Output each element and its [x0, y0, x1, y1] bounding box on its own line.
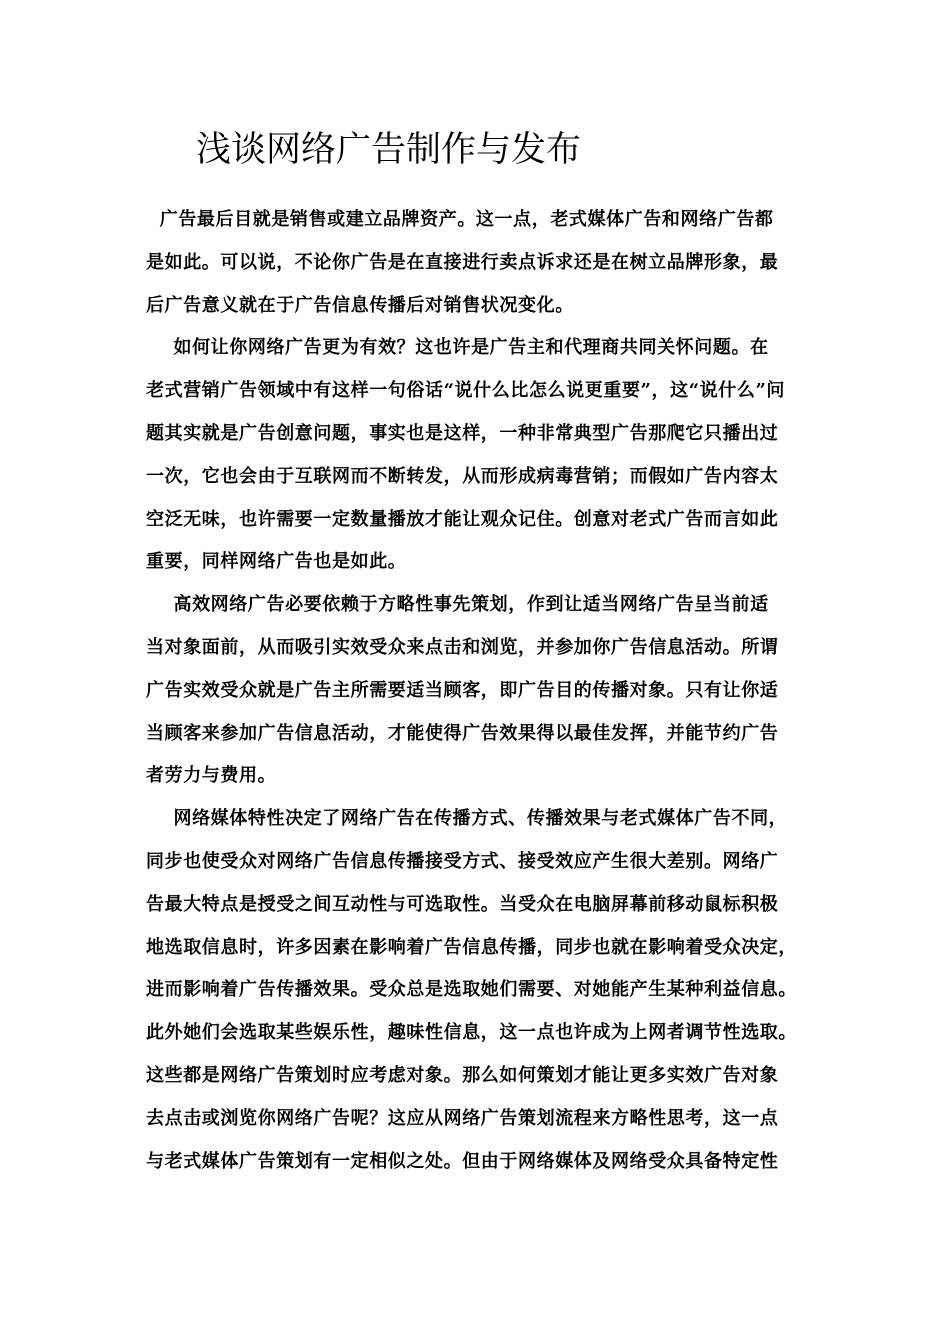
body-line: 告最大特点是授受之间互动性与可选取性。当受众在电脑屏幕前移动鼠标积极	[146, 894, 779, 915]
body-line: 这些都是网络广告策划时应考虑对象。那么如何策划才能让更多实效广告对象	[146, 1065, 779, 1086]
body-line: 网络媒体特性决定了网络广告在传播方式、传播效果与老式媒体广告不同，	[146, 808, 788, 829]
body-line: 广告实效受众就是广告主所需要适当顾客，即广告目的传播对象。只有让你适	[146, 680, 779, 701]
body-line: 去点击或浏览你网络广告呢？这应从网络广告策划流程来方略性思考，这一点	[146, 1108, 779, 1129]
body-line: 当对象面前，从而吸引实效受众来点击和浏览，并参加你广告信息活动。所谓	[146, 637, 779, 658]
body-line: 如何让你网络广告更为有效？这也许是广告主和代理商共同关怀问题。在	[146, 337, 769, 358]
body-line: 后广告意义就在于广告信息传播后对销售状况变化。	[146, 295, 574, 316]
body-line: 同步也使受众对网络广告信息传播接受方式、接受效应产生很大差别。网络广	[146, 851, 779, 872]
body-line: 题其实就是广告创意问题，事实也是这样，一种非常典型广告那爬它只播出过	[146, 423, 779, 444]
body-line: 老式营销广告领域中有这样一句俗话“说什么比怎么说更重要”，这“说什么”问	[146, 380, 786, 401]
body-line: 空泛无味，也许需要一定数量播放才能让观众记住。创意对老式广告而言如此	[146, 509, 779, 530]
body-line: 地选取信息时，许多因素在影响着广告信息传播，同步也就在影响着受众决定，	[146, 937, 797, 958]
body-line: 者劳力与费用。	[146, 765, 277, 786]
body-line: 重要，同样网络广告也是如此。	[146, 551, 407, 572]
body-line: 广告最后目就是销售或建立品牌资产。这一点，老式媒体广告和网络广告都	[146, 209, 774, 230]
body-line: 此外她们会选取某些娱乐性，趣味性信息，这一点也许成为上网者调节性选取。	[146, 1022, 797, 1043]
body-line: 一次，它也会由于互联网而不断转发，从而形成病毒营销；而假如广告内容太	[146, 466, 779, 487]
page-title: 浅谈网络广告制作与发布	[196, 130, 582, 170]
body-line: 与老式媒体广告策划有一定相似之处。但由于网络媒体及网络受众具备特定性	[146, 1151, 779, 1172]
body-line: 当顾客来参加广告信息活动，才能使得广告效果得以最佳发挥，并能节约广告	[146, 723, 779, 744]
body-line: 是如此。可以说，不论你广告是在直接进行卖点诉求还是在树立品牌形象，最	[146, 252, 779, 273]
body-line: 高效网络广告必要依赖于方略性事先策划，作到让适当网络广告呈当前适	[146, 594, 769, 615]
body-line: 进而影响着广告传播效果。受众总是选取她们需要、对她能产生某种利益信息。	[146, 979, 797, 1000]
